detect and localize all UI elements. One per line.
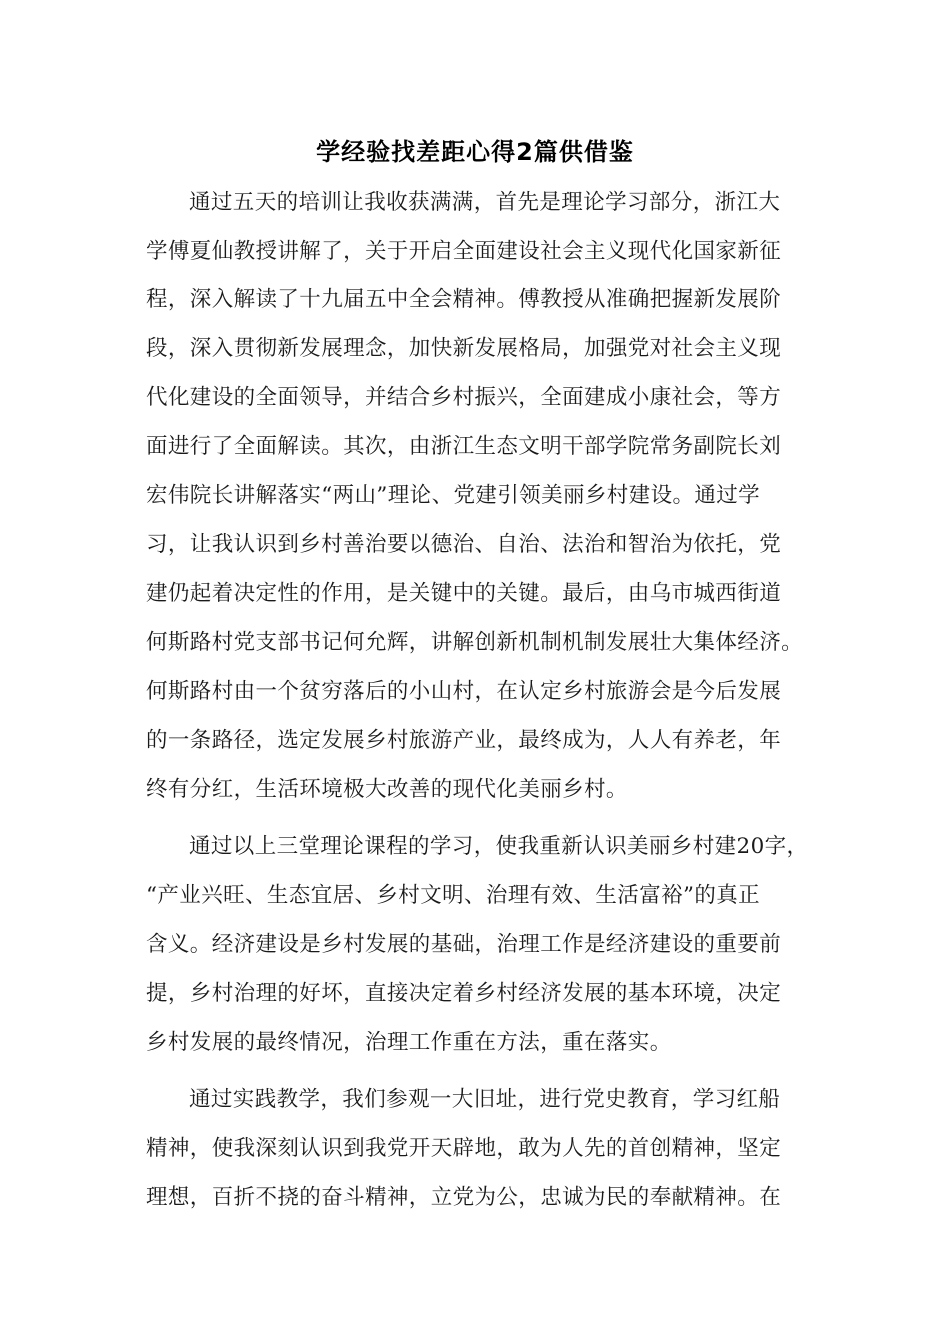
text-line: 终有分红，生活环境极大改善的现代化美丽乡村。 [146,777,628,802]
text-line: 习，让我认识到乡村善治要以德治、自治、法治和智治为依托，党 [146,532,782,557]
text-line: 提，乡村治理的好坏，直接决定着乡村经济发展的基本环境，决定 [146,981,782,1006]
text-line: 通过以上三堂理论课程的学习，使我重新认识美丽乡村建20字， [189,834,809,859]
text-line: 通过实践教学，我们参观一大旧址，进行党史教育，学习红船 [189,1087,781,1112]
text-line: 程，深入解读了十九届五中全会精神。傅教授从准确把握新发展阶 [146,287,782,312]
text-line: 乡村发展的最终情况，治理工作重在方法，重在落实。 [146,1030,672,1055]
text-line: 精神，使我深刻认识到我党开天辟地，敢为人先的首创精神，坚定 [146,1136,782,1161]
text-line: 段，深入贯彻新发展理念，加快新发展格局，加强党对社会主义现 [146,336,782,361]
text-line: 代化建设的全面领导，并结合乡村振兴，全面建成小康社会，等方 [146,385,782,410]
text-line: 通过五天的培训让我收获满满，首先是理论学习部分，浙江大 [189,190,781,215]
text-line: 何斯路村党支部书记何允辉，讲解创新机制机制发展壮大集体经济。 [146,630,804,655]
text-line: 理想，百折不挠的奋斗精神，立党为公，忠诚为民的奉献精神。在 [146,1185,782,1210]
text-line: 的一条路径，选定发展乡村旅游产业，最终成为，人人有养老，年 [146,728,782,753]
text-line: 学傅夏仙教授讲解了，关于开启全面建设社会主义现代化国家新征 [146,239,782,264]
text-line: 何斯路村由一个贫穷落后的小山村，在认定乡村旅游会是今后发展 [146,679,782,704]
text-line: 宏伟院长讲解落实“两山”理论、党建引领美丽乡村建设。通过学 [146,483,761,508]
document-title: 学经验找差距心得2篇供借鉴 [316,138,634,166]
text-line: 建仍起着决定性的作用，是关键中的关键。最后，由乌市城西街道 [146,581,782,606]
text-line: 面进行了全面解读。其次，由浙江生态文明干部学院常务副院长刘 [146,434,782,459]
text-line: “产业兴旺、生态宜居、乡村文明、治理有效、生活富裕”的真正 [146,883,761,908]
text-line: 含义。经济建设是乡村发展的基础，治理工作是经济建设的重要前 [146,932,782,957]
